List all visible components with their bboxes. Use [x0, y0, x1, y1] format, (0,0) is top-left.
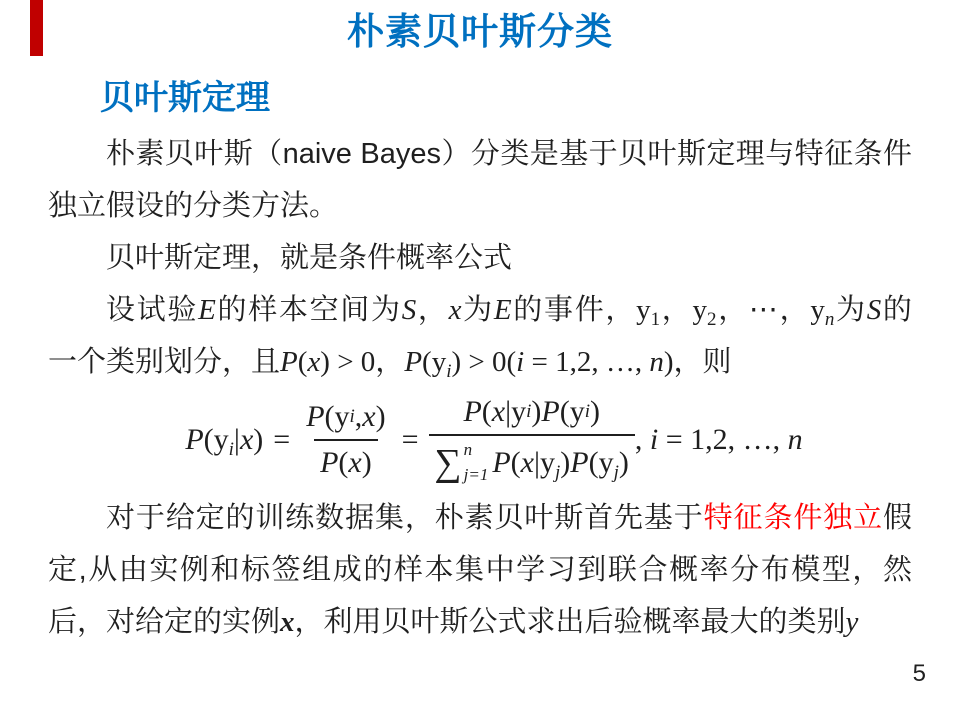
- section-heading: 贝叶斯定理: [100, 79, 270, 117]
- summation-lower-limit: j=1: [463, 465, 489, 485]
- denominator-terms: $P(x|y_j)P(y_j)$: [492, 446, 629, 483]
- summation: [435, 441, 489, 485]
- formula-index-range: , i = 1,2, …, n: [634, 423, 803, 456]
- body-line: 一个类别划分，且P(x) > 0，$P(y_i) > 0(i = 1,2$, …, n)，则: [48, 346, 732, 382]
- fraction-1-denominator: P ( x ): [314, 439, 378, 480]
- fraction-1-numerator: P (y i , x ): [306, 400, 386, 433]
- sigma-symbol: ∑: [434, 442, 462, 484]
- summation-upper-limit: n: [463, 440, 473, 459]
- bayes-theorem-formula: [48, 388, 912, 492]
- body-line: 后，对给定的实例x，利用贝叶斯公式求出后验概率最大的类别y: [48, 606, 859, 638]
- fraction-1: [300, 400, 391, 480]
- body-line: 对于给定的训练数据集，朴素贝叶斯首先基于特征条件独立假: [106, 502, 912, 534]
- page-number: 5: [912, 660, 926, 687]
- body-line: 朴素贝叶斯（naive Bayes）分类是基于贝叶斯定理与特征条件: [106, 138, 912, 170]
- fraction-2-denominator: [429, 434, 635, 485]
- equals-sign: =: [401, 423, 419, 456]
- body-text-block: [48, 128, 912, 648]
- body-line: 独立假设的分类方法。: [48, 190, 339, 222]
- formula-lhs: $P(y_i|x)$: [185, 423, 264, 460]
- equals-sign: =: [273, 423, 291, 456]
- fraction-2-numerator: P ( x |y i ) P (y i ): [463, 395, 600, 428]
- fraction-2: [429, 395, 635, 485]
- body-line: 定,从由实例和标签组成的样本集中学习到联合概率分布模型，然: [48, 554, 912, 586]
- body-line: 设试验E的样本空间为S，x为E的事件，$y_1$，$y_2$，⋯，$y_n$为S的: [106, 294, 912, 330]
- body-line: 贝叶斯定理，就是条件概率公式: [106, 242, 513, 274]
- summation-limits: [464, 441, 489, 485]
- slide-title: 朴素贝叶斯分类: [347, 11, 613, 52]
